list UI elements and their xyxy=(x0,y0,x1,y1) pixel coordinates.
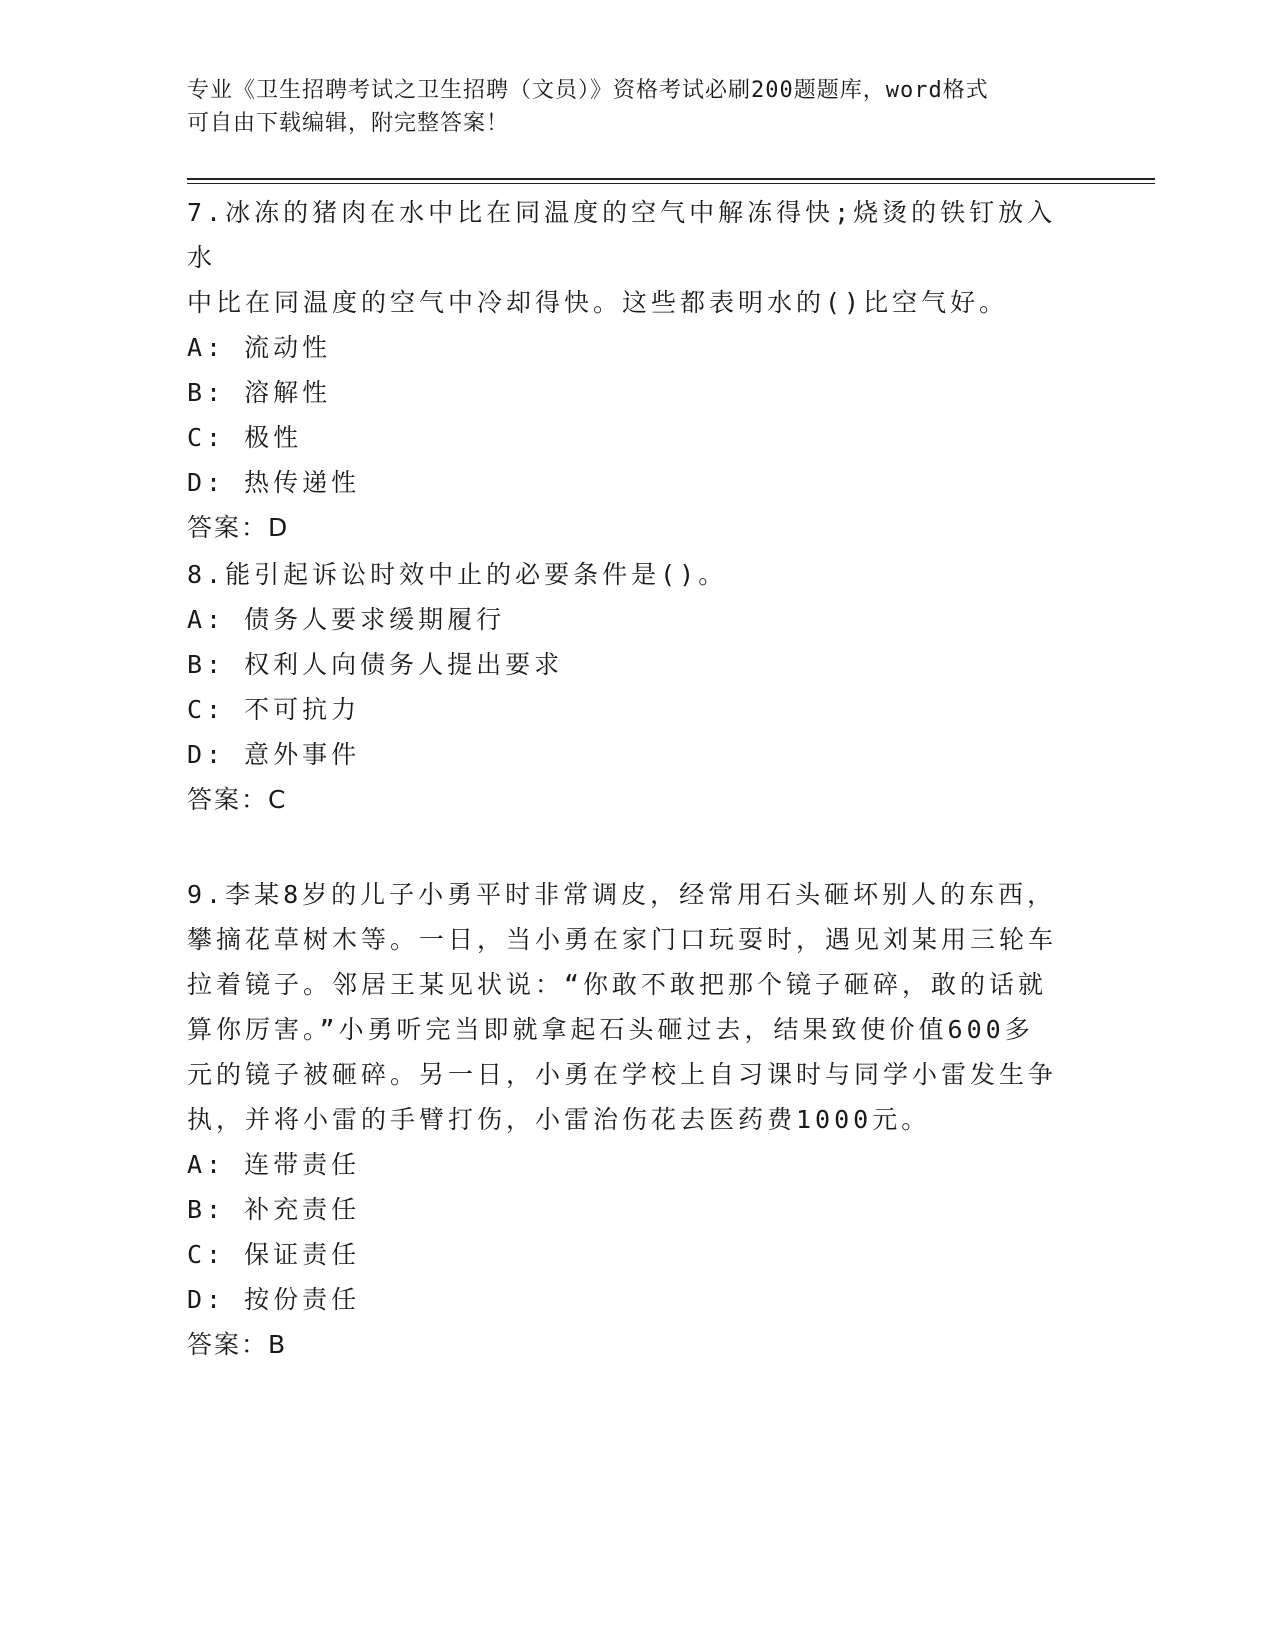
question-stem-line: 拉着镜子。邻居王某见状说：“你敢不敢把那个镜子砸碎，敢的话就 xyxy=(187,970,1048,999)
question-stem-line: 7.冰冻的猪肉在水中比在同温度的空气中解冻得快;烧烫的铁钉放入水 xyxy=(187,198,1057,272)
option-b: B: 权利人向债务人提出要求 xyxy=(187,650,564,679)
option-c: C: 不可抗力 xyxy=(187,695,361,724)
document-header xyxy=(187,74,1087,140)
question-stem-line: 执，并将小雷的手臂打伤，小雷治伤花去医药费1000元。 xyxy=(187,1105,931,1134)
question-stem-line: 算你厉害。”小勇听完当即就拿起石头砸过去，结果致使价值600多 xyxy=(187,1015,1034,1044)
option-a: A: 债务人要求缓期履行 xyxy=(187,605,506,634)
option-b: B: 溶解性 xyxy=(187,378,332,407)
option-a: A: 流动性 xyxy=(187,333,332,362)
answer-line: 答案：B xyxy=(187,1330,288,1359)
header-line-1: 专业《卫生招聘考试之卫生招聘（文员）》资格考试必刷200题题库，word格式 xyxy=(187,78,989,103)
option-d: D: 按份责任 xyxy=(187,1285,361,1314)
option-d: D: 意外事件 xyxy=(187,740,361,769)
question-stem-line: 中比在同温度的空气中冷却得快。这些都表明水的()比空气好。 xyxy=(187,288,1009,317)
header-line-2: 可自由下载编辑，附完整答案！ xyxy=(187,111,510,136)
question-stem-line: 9.李某8岁的儿子小勇平时非常调皮，经常用石头砸坏别人的东西， xyxy=(187,880,1057,909)
question-stem-line: 元的镜子被砸碎。另一日，小勇在学校上自习课时与同学小雷发生争 xyxy=(187,1060,1058,1089)
option-c: C: 保证责任 xyxy=(187,1240,361,1269)
option-d: D: 热传递性 xyxy=(187,468,361,497)
question-block xyxy=(187,872,1067,1367)
question-stem-line: 8.能引起诉讼时效中止的必要条件是()。 xyxy=(187,560,728,589)
answer-line: 答案：D xyxy=(187,513,290,542)
header-divider-thin xyxy=(187,183,1155,184)
question-block xyxy=(187,190,1067,550)
question-block xyxy=(187,552,1067,822)
option-a: A: 连带责任 xyxy=(187,1150,361,1179)
option-c: C: 极性 xyxy=(187,423,303,452)
question-stem-line: 攀摘花草树木等。一日，当小勇在家门口玩耍时，遇见刘某用三轮车 xyxy=(187,925,1058,954)
answer-line: 答案：C xyxy=(187,785,288,814)
header-divider-thick xyxy=(187,178,1155,180)
option-b: B: 补充责任 xyxy=(187,1195,361,1224)
